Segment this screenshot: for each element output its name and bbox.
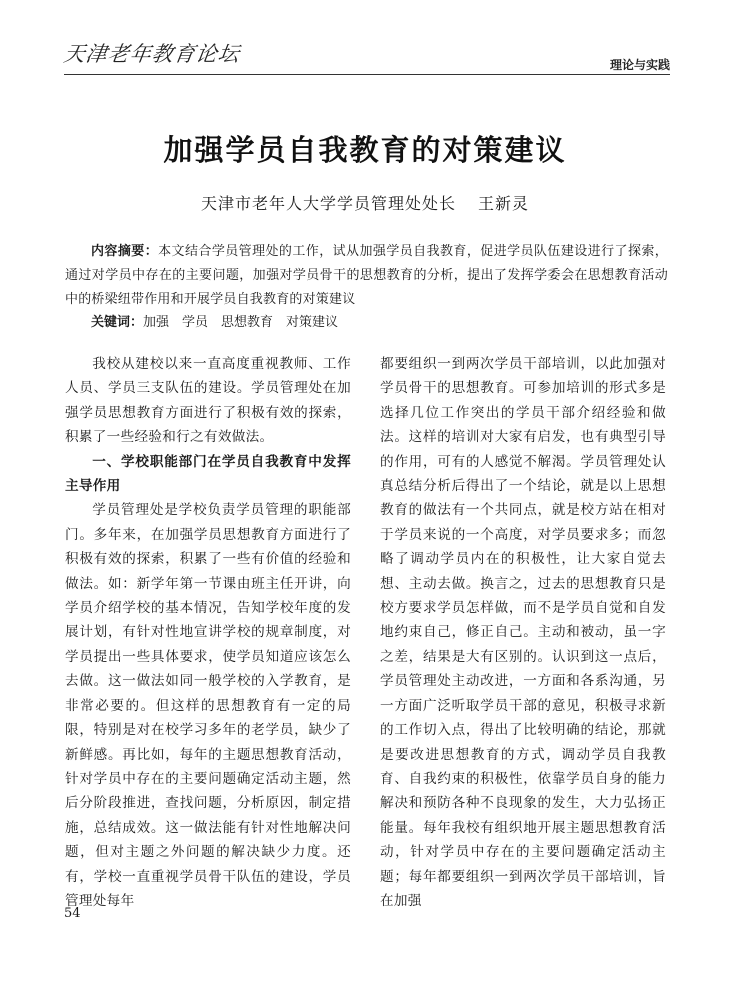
author-name: 王新灵 bbox=[478, 194, 530, 213]
abstract-label: 内容摘要： bbox=[91, 244, 159, 259]
page-number: 54 bbox=[64, 906, 81, 921]
abstract bbox=[65, 240, 668, 312]
author-affiliation: 天津市老年人大学学员管理处处长 bbox=[200, 194, 456, 213]
keywords-label: 关键词： bbox=[91, 315, 144, 330]
journal-logo: 天津老年教育论坛 bbox=[62, 42, 242, 66]
header-rule bbox=[64, 74, 670, 75]
keywords bbox=[65, 311, 668, 335]
body-column-left bbox=[65, 352, 351, 913]
section-label: 理论与实践 bbox=[609, 58, 670, 72]
body-paragraph: 都要组织一到两次学员干部培训，以此加强对学员骨干的思想教育。可参加培训的形式多是选择几位工作突出的学员干部介绍经验和做法。这样的培训对大家有启发，也有典型引导的作用，可有的人感觉不解渴。学员管理处认真总结分析后得出了一个结论，就是以上思想教育的做法有一个共同点，就是校方站在相对于学员来说的一个高度，对学员要求多；而忽略了调动学员内在的积极性，让大家自觉去想、主动去做。换言之，过去的思想教育只是校方要求学员怎样做，而不是学员自觉和自发地约束自己，修正自己。主动和被动，虽一字之差，结果是大有区别的。认识到这一点后，学员管理处主动改进，一方面和各系沟通，另一方面广泛听取学员干部的意见，积极寻求新的工作切入点，得出了比较明确的结论，那就是要改进思想教育的方式，调动学员自我教育、自我约束的积极性，依靠学员自身的能力解决和预防各种不良现象的发生，大力弘扬正能量。每年我校有组织地开展主题思想教育活动，针对学员中存在的主要问题确定活动主题；每年都要组织一到两次学员干部培训，旨在加强 bbox=[380, 356, 666, 909]
running-header bbox=[64, 38, 670, 76]
section-heading: 一、学校职能部门在学员自我教育中发挥主导作用 bbox=[65, 453, 351, 495]
body-paragraph: 我校从建校以来一直高度重视教师、工作人员、学员三支队伍的建设。学员管理处在加强学员思想教育方面进行了积极有效的探索，积累了一些经验和行之有效做法。 bbox=[65, 356, 351, 446]
abstract-text: 本文结合学员管理处的工作，试从加强学员自我教育，促进学员队伍建设进行了探索，通过对学员中存在的主要问题，加强对学员骨干的思想教育的分析，提出了发挥学委会在思想教育活动中的桥梁纽带作用和开展学员自我教育的对策建议 bbox=[65, 244, 668, 307]
keywords-text: 加强 学员 思想教育 对策建议 bbox=[143, 315, 339, 330]
body-column-right bbox=[380, 352, 666, 913]
author-line bbox=[0, 191, 730, 214]
article-title: 加强学员自我教育的对策建议 bbox=[163, 133, 567, 167]
body-paragraph: 学员管理处是学校负责学员管理的职能部门。多年来，在加强学员思想教育方面进行了积极有效的探索，积累了一些有价值的经验和做法。如：新学年第一节课由班主任开讲，向学员介绍学校的基本情况，告知学校年度的发展计划，有针对性地宣讲学校的规章制度，对学员提出一些具体要求，使学员知道应该怎么去做。这一做法如同一般学校的入学教育，是非常必要的。但这样的思想教育有一定的局限，特别是对在校学习多年的老学员，缺少了新鲜感。再比如，每年的主题思想教育活动，针对学员中存在的主要问题确定活动主题，然后分阶段推进，查找问题，分析原因，制定措施，总结成效。这一做法能有针对性地解决问题，但对主题之外问题的解决缺少力度。还有，学校一直重视学员骨干队伍的建设，学员管理处每年 bbox=[65, 502, 351, 909]
